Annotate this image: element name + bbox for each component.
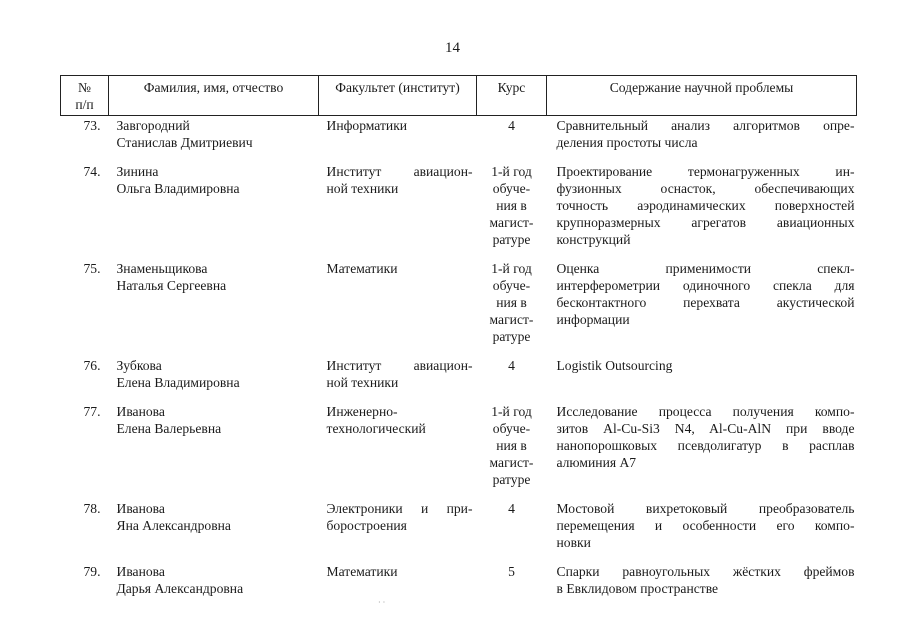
research-topic (547, 163, 857, 260)
student-name-line: Иванова (116, 564, 165, 579)
faculty-name-line: ной техники (326, 375, 399, 390)
faculty-name-line: Математики (326, 564, 398, 579)
course-value-line: магист- (489, 455, 534, 470)
student-name-line: Знаменьщикова (116, 261, 208, 276)
research-topic-line: Мостовой вихретоковый преобразователь (556, 501, 855, 516)
table-body (61, 116, 857, 610)
research-topic-line: интерферометрии одиночного спекла для (556, 278, 855, 293)
research-topic-line: в Евклидовом пространстве (556, 581, 719, 596)
course-value-line: ратуре (492, 472, 531, 487)
research-topic-line: Оценка применимости спекл- (556, 261, 855, 276)
research-topic-line: Logistik Outsourcing (556, 358, 673, 373)
table-row (61, 260, 857, 357)
header-num-line: п/п (75, 97, 94, 112)
course-value-line: 4 (508, 358, 515, 373)
course-value-line: ния в (496, 295, 527, 310)
course-value-line: 4 (508, 501, 515, 516)
faculty-name-line: Электроники и при- (326, 501, 473, 516)
student-name-line: Зубкова (116, 358, 162, 373)
table-row (61, 563, 857, 609)
row-number: 75. (83, 261, 101, 276)
course-value (477, 500, 547, 563)
course-value-line: ратуре (492, 329, 531, 344)
scan-speck: · · (378, 598, 386, 607)
header-num (61, 76, 109, 116)
faculty-name (319, 500, 477, 563)
research-topic-line: Исследование процесса получения компо- (556, 404, 855, 419)
faculty-name-line: Информатики (326, 118, 408, 133)
table-row (61, 500, 857, 563)
student-name-line: Зинина (116, 164, 159, 179)
table-header (61, 76, 857, 116)
table-row (61, 116, 857, 164)
student-name (109, 500, 319, 563)
course-value-line: 1-й год (491, 164, 532, 179)
research-topic (547, 116, 857, 164)
faculty-name (319, 403, 477, 500)
course-value-line: обуче- (492, 278, 531, 293)
student-name-line: Иванова (116, 501, 165, 516)
research-topic (547, 260, 857, 357)
course-value (477, 116, 547, 164)
faculty-name (319, 260, 477, 357)
course-value-line: ния в (496, 198, 527, 213)
research-topic-line: точность аэродинамических поверхностей (556, 198, 855, 213)
course-value-line: ния в (496, 438, 527, 453)
faculty-name-line: Институт авиацион- (326, 164, 473, 179)
row-number: 78. (83, 501, 101, 516)
course-value (477, 563, 547, 609)
student-name (109, 403, 319, 500)
research-topic (547, 563, 857, 609)
course-value (477, 357, 547, 403)
table-row (61, 357, 857, 403)
research-topic (547, 500, 857, 563)
header-topic: Содержание научной проблемы (547, 76, 857, 116)
faculty-name (319, 563, 477, 609)
header-faculty: Факультет (институт) (319, 76, 477, 116)
header-course: Курс (477, 76, 547, 116)
row-number: 76. (83, 358, 101, 373)
table-row (61, 403, 857, 500)
faculty-name (319, 357, 477, 403)
research-topic-line: алюминия А7 (556, 455, 637, 470)
course-value-line: 4 (508, 118, 515, 133)
student-name-line: Елена Владимировна (116, 375, 240, 390)
course-value-line: магист- (489, 215, 534, 230)
header-num-line: № (78, 80, 91, 95)
research-topic-line: Сравнительный анализ алгоритмов опре- (556, 118, 855, 133)
student-name (109, 163, 319, 260)
faculty-name (319, 116, 477, 164)
course-value-line: обуче- (492, 421, 531, 436)
student-name (109, 116, 319, 164)
research-topic-line: конструкций (556, 232, 631, 247)
student-name-line: Яна Александровна (116, 518, 231, 533)
faculty-name (319, 163, 477, 260)
research-topic-line: деления простоты числа (556, 135, 698, 150)
research-topic-line: крупноразмерных агрегатов авиационных (556, 215, 855, 230)
student-name (109, 260, 319, 357)
course-value (477, 163, 547, 260)
research-topic-line: информации (556, 312, 630, 327)
research-topic-line: новки (556, 535, 591, 550)
table-row (61, 163, 857, 260)
header-name: Фамилия, имя, отчество (109, 76, 319, 116)
faculty-name-line: ной техники (326, 181, 399, 196)
student-name-line: Станислав Дмитриевич (116, 135, 253, 150)
student-name-line: Ольга Владимировна (116, 181, 240, 196)
student-name (109, 357, 319, 403)
research-topic (547, 403, 857, 500)
research-topic (547, 357, 857, 403)
research-topic-line: Проектирование термонагруженных ин- (556, 164, 855, 179)
faculty-name-line: Институт авиацион- (326, 358, 473, 373)
course-value (477, 403, 547, 500)
course-value-line: обуче- (492, 181, 531, 196)
student-name (109, 563, 319, 609)
student-name-line: Дарья Александровна (116, 581, 244, 596)
student-name-line: Иванова (116, 404, 165, 419)
course-value-line: магист- (489, 312, 534, 327)
faculty-name-line: Математики (326, 261, 398, 276)
row-number: 77. (83, 404, 101, 419)
research-topic-line: нанопорошковых псевдолигатур в расплав (556, 438, 855, 453)
faculty-name-line: боростроения (326, 518, 407, 533)
research-topic-line: зитов Al-Cu-Si3 N4, Al-Cu-AlN при вводе (556, 421, 855, 436)
faculty-name-line: технологический (326, 421, 426, 436)
student-name-line: Наталья Сергеевна (116, 278, 227, 293)
row-number: 74. (83, 164, 101, 179)
faculty-name-line: Инженерно- (326, 404, 398, 419)
course-value-line: ратуре (492, 232, 531, 247)
page-number: 14 (445, 40, 460, 56)
course-value-line: 1-й год (491, 261, 532, 276)
students-table (60, 75, 857, 609)
course-value (477, 260, 547, 357)
course-value-line: 5 (508, 564, 515, 579)
research-topic-line: перемещения и особенности его компо- (556, 518, 855, 533)
row-number: 79. (83, 564, 101, 579)
course-value-line: 1-й год (491, 404, 532, 419)
research-topic-line: Спарки равноугольных жёстких фреймов (556, 564, 855, 579)
row-number: 73. (83, 118, 101, 133)
research-topic-line: бесконтактного перехвата акустической (556, 295, 855, 310)
research-topic-line: фузионных оснасток, обеспечивающих (556, 181, 855, 196)
student-name-line: Завгородний (116, 118, 190, 133)
student-name-line: Елена Валерьевна (116, 421, 222, 436)
